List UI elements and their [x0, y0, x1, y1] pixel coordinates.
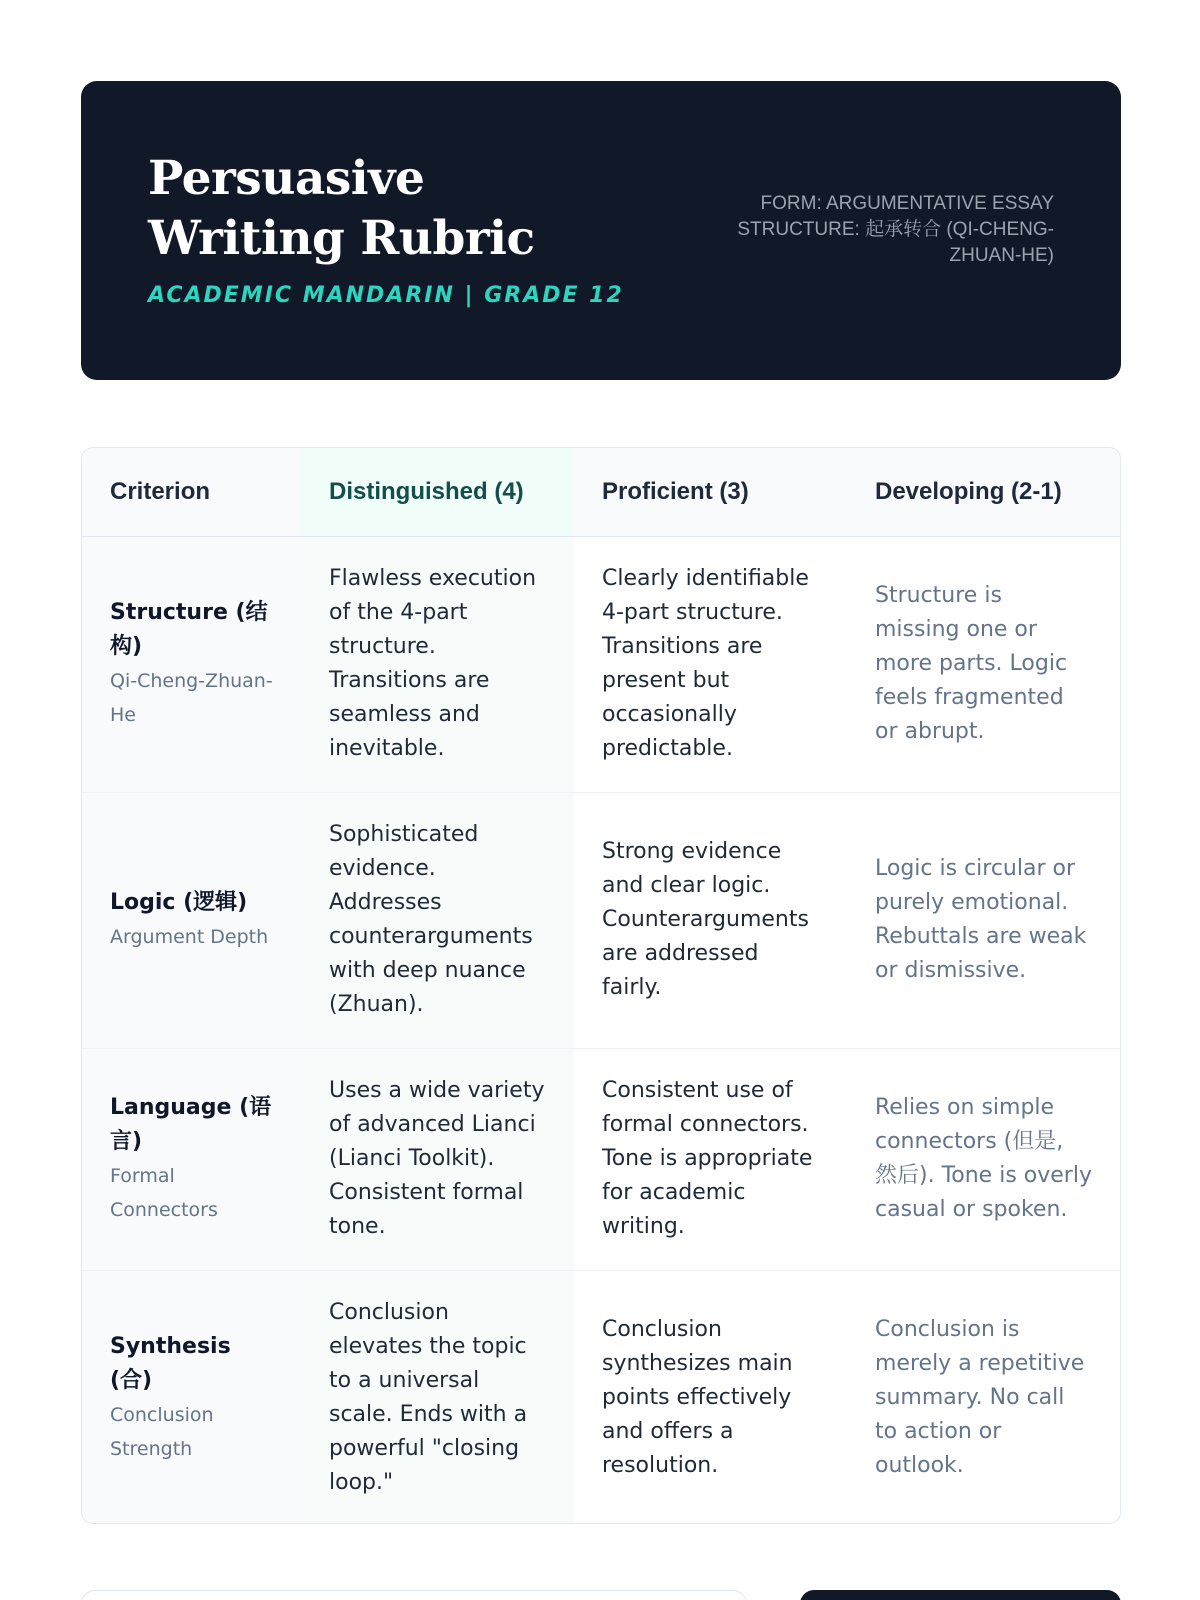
criterion-subtitle: Argument Depth	[110, 926, 269, 948]
proficient-cell: Strong evidence and clear logic. Counterarguments are addressed fairly.	[574, 792, 847, 1048]
table-row	[82, 536, 1120, 792]
distinguished-cell: Sophisticated evidence. Addresses counterarguments with deep nuance (Zhuan).	[301, 792, 574, 1048]
criterion-cell	[82, 792, 301, 1048]
table-row	[82, 1048, 1120, 1270]
table-header-row	[82, 448, 1120, 536]
bottom-right-card	[800, 1590, 1121, 1600]
proficient-cell: Conclusion synthesizes main points effectively and offers a resolution.	[574, 1270, 847, 1524]
distinguished-cell: Uses a wide variety of advanced Lianci (Lianci Toolkit). Consistent formal tone.	[301, 1048, 574, 1270]
criterion-subtitle: Formal Connectors	[110, 1165, 218, 1221]
criterion-subtitle: Conclusion Strength	[110, 1404, 214, 1461]
developing-cell: Conclusion is merely a repetitive summary. No call to action or outlook.	[847, 1270, 1120, 1524]
page-title: Persuasive Writing Rubric	[148, 151, 535, 266]
criterion-name: Synthesis (合)	[110, 1334, 231, 1394]
developing-cell: Structure is missing one or more parts. Logic feels fragmented or abrupt.	[847, 536, 1120, 792]
header-proficient: Proficient (3)	[574, 448, 847, 536]
proficient-cell: Clearly identifiable 4-part structure. Transitions are present but occasionally predictable.	[574, 536, 847, 792]
criterion-name: Logic (逻辑)	[110, 890, 248, 915]
criterion-name: Structure (结构)	[110, 600, 268, 659]
bottom-left-card	[81, 1590, 747, 1600]
table-row	[82, 1270, 1120, 1524]
header-card	[81, 81, 1121, 380]
meta-form: FORM: ARGUMENTATIVE ESSAY	[760, 193, 1054, 214]
meta-structure: STRUCTURE: 起承转合 (QI-CHENG-ZHUAN-HE)	[737, 219, 1054, 266]
table-row	[82, 792, 1120, 1048]
header-meta	[694, 191, 1054, 269]
header-distinguished: Distinguished (4)	[301, 448, 574, 536]
criterion-cell	[82, 1048, 301, 1270]
distinguished-cell: Conclusion elevates the topic to a universal scale. Ends with a powerful "closing loop."	[301, 1270, 574, 1524]
criterion-cell	[82, 536, 301, 792]
page-subtitle: ACADEMIC MANDARIN | GRADE 12	[148, 283, 624, 308]
developing-cell: Relies on simple connectors (但是, 然后). Tone is overly casual or spoken.	[847, 1048, 1120, 1270]
criterion-name: Language (语言)	[110, 1095, 272, 1154]
header-developing: Developing (2-1)	[847, 448, 1120, 536]
distinguished-cell: Flawless execution of the 4-part structure. Transitions are seamless and inevitable.	[301, 536, 574, 792]
rubric-table	[82, 448, 1120, 1524]
developing-cell: Logic is circular or purely emotional. Rebuttals are weak or dismissive.	[847, 792, 1120, 1048]
criterion-cell	[82, 1270, 301, 1524]
criterion-subtitle: Qi-Cheng-Zhuan-He	[110, 670, 273, 726]
proficient-cell: Consistent use of formal connectors. Tone is appropriate for academic writing.	[574, 1048, 847, 1270]
header-criterion: Criterion	[82, 448, 301, 536]
rubric-card	[81, 447, 1121, 1524]
